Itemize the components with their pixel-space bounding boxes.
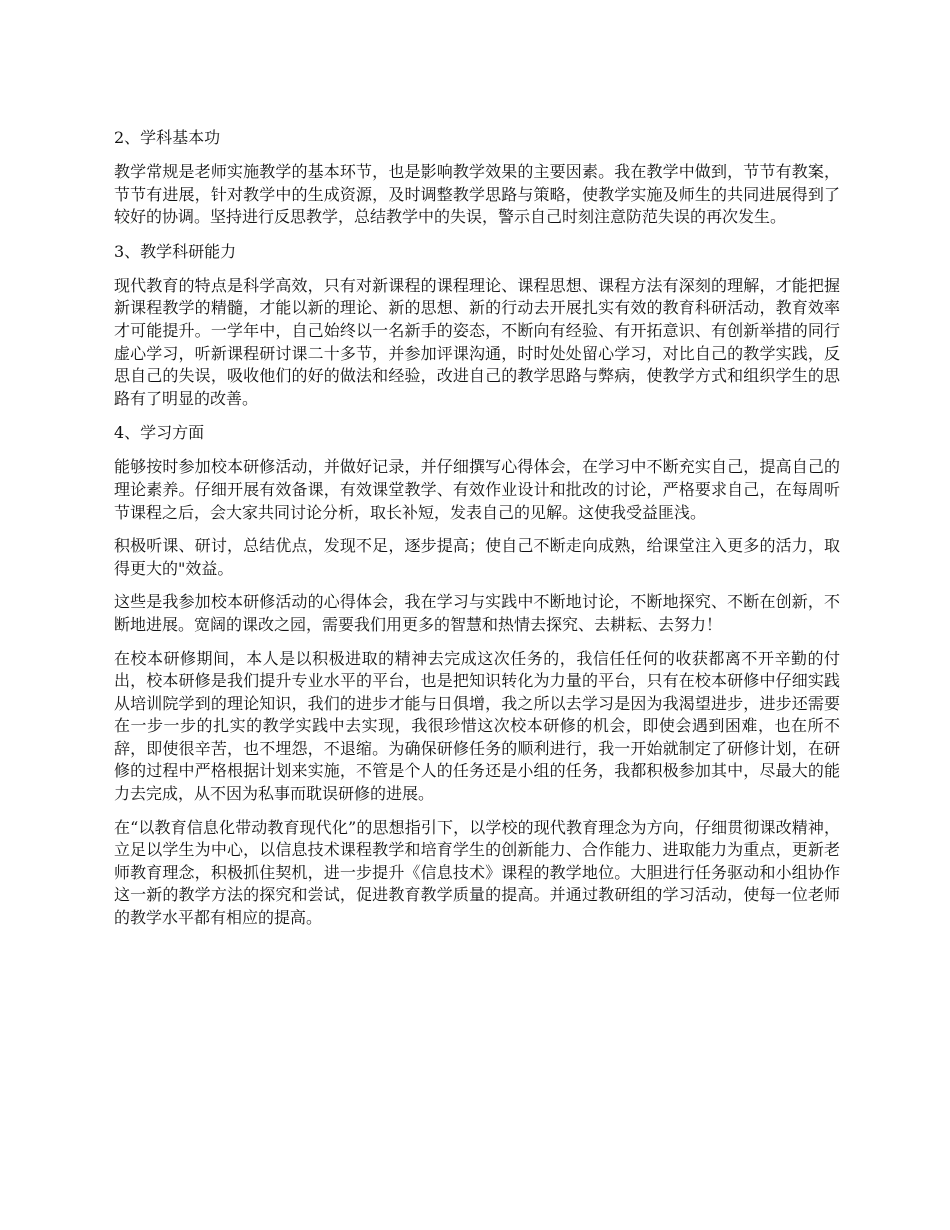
paragraph-reflection: 这些是我参加校本研修活动的心得体会，我在学习与实践中不断地讨论，不断地探究、不断在创新，不断地进展。宽阔的课改之园，需要我们用更多的智慧和热情去探究、去耕耘、去努力！ xyxy=(114,592,840,634)
paragraph-lesson-observation: 积极听课、研讨，总结优点，发现不足，逐步提高；使自己不断走向成熟，给课堂注入更多的活力，取得更大的"效益。 xyxy=(114,536,840,578)
section-heading-basic-skills: 2、学科基本功 xyxy=(114,128,221,147)
paragraph-school-training: 能够按时参加校本研修活动，并做好记录，并仔细撰写心得体会，在学习中不断充实自己，提高自己的理论素养。仔细开展有效备课，有效课堂教学、有效作业设计和批改的讨论，严格要求自己，在每周听节课程之后，会大家共同讨论分析，取长补短，发表自己的见解。这使我受益匪浅。 xyxy=(114,457,840,522)
document-body xyxy=(114,126,840,941)
paragraph-training-period: 在校本研修期间，本人是以积极进取的精神去完成这次任务的，我信任任何的收获都离不开辛勤的付出，校本研修是我们提升专业水平的平台，也是把知识转化为力量的平台，只有在校本研修中仔细实践从培训院学到的理论知识，我们的进步才能与日俱增，我之所以去学习是因为我渴望进步，进步还需要在一步一步的扎实的教学实践中去实现，我很珍惜这次校本研修的机会，即使会遇到困难，也在所不辞，即使很辛苦，也不埋怨，不退缩。为确保研修任务的顺利进行，我一开始就制定了研修计划，在研修的过程中严格根据计划来实施，不管是个人的任务还是小组的任务，我都积极参加其中，尽最大的能力去完成，从不因为私事而耽误研修的进展。 xyxy=(114,648,840,804)
paragraph-modern-education: 现代教育的特点是科学高效，只有对新课程的课程理论、课程思想、课程方法有深刻的理解，才能把握新课程教学的精髓，才能以新的理论、新的思想、新的行动去开展扎实有效的教育科研活动，教育效率才可能提升。一学年中，自己始终以一名新手的姿态，不断向有经验、有开拓意识、有创新举措的同行虚心学习，听新课程研讨课二十多节，并参加评课沟通，时时处处留心学习，对比自己的教学实践，反思自己的失误，吸收他们的好的做法和经验，改进自己的教学思路与弊病，使教学方式和组织学生的思路有了明显的改善。 xyxy=(114,275,840,408)
paragraph-informatization: 在“以教育信息化带动教育现代化”的思想指引下，以学校的现代教育理念为方向，仔细贯彻课改精神，立足以学生为中心，以信息技术课程教学和培育学生的创新能力、合作能力、进取能力为重点，更新老师教育理念，积极抓住契机，进一步提升《信息技术》课程的教学地位。大胆进行任务驱动和小组协作这一新的教学方法的探究和尝试，促进教育教学质量的提高。并通过教研组的学习活动，使每一位老师的教学水平都有相应的提高。 xyxy=(114,817,840,928)
section-heading-learning: 4、学习方面 xyxy=(114,423,205,443)
section-heading-research-ability: 3、教学科研能力 xyxy=(114,241,237,261)
paragraph-teaching-routine: 教学常规是老师实施教学的基本环节，也是影响教学效果的主要因素。我在教学中做到，节节有教案，节节有进展，针对教学中的生成资源，及时调整教学思路与策略，使教学实施及师生的共同进展得到了较好的协调。坚持进行反思教学，总结教学中的失误，警示自己时刻注意防范失误的再次发生。 xyxy=(114,162,840,227)
